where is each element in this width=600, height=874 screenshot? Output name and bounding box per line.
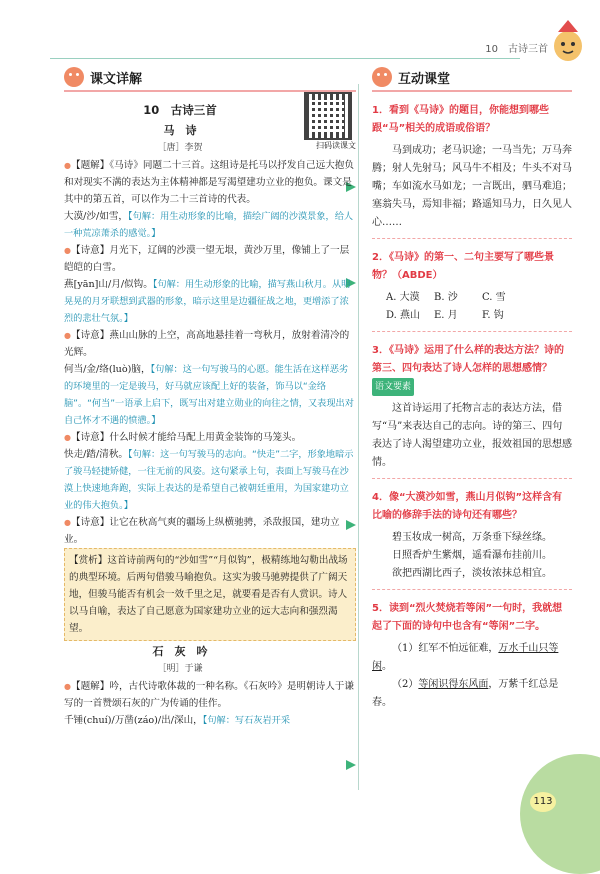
question-1: 1．看到《马诗》的题目，你能想到哪些跟“马”相关的成语或俗语？: [372, 105, 549, 134]
answer-4-line: 碧玉妆成一树高，万条垂下绿丝绦。: [392, 532, 552, 543]
poem-line: 千锤(chuí)/万凿(záo)/出/深山，【句解：写石灰岩开采: [64, 715, 291, 726]
answer-4-line: 日照香炉生紫烟，遥看瀑布挂前川。: [392, 550, 552, 561]
answer-1: 马到成功；老马识途；一马当先；万马奔腾；射人先射马；风马牛不相及；牛头不对马嘴；车如流水马如龙；一言既出，驷马难追；塞翁失马，焉知非福；路遥知马力，日久见人心……: [372, 145, 572, 228]
skill-badge: 语文要素: [372, 378, 414, 396]
line-meaning: ●【诗意】什么时候才能给马配上用黄金装饰的马笼头。: [64, 432, 302, 443]
question-5: 5．读到“烈火焚烧若等闲”一句时，我就想起了下面的诗句中也含有“等闲”二字。: [372, 603, 563, 632]
poem-author: ［唐］李贺: [157, 143, 203, 153]
section-heading: [64, 64, 356, 92]
line-meaning: ●【诗意】燕山山脉的上空，高高地悬挂着一弯秋月，放射着清冷的光辉。: [64, 330, 350, 358]
answer-5-line: （2）等闲识得东风面，万紫千红总是春。: [372, 679, 559, 708]
section-title: 课文详解: [90, 71, 143, 87]
qr-label: 扫码读课文: [316, 141, 356, 150]
question-4: 4．像“大漠沙如雪，燕山月似钩”这样含有比喻的修辞手法的诗句还有哪些？: [372, 492, 563, 521]
poem-line: 快走/踏/清秋。【句解：这一句写骏马的志向。“快走”二字，形象地暗示了骏马轻捷矫健，一往无前的风姿。这句紧承上句，表面上写骏马在沙漠上快速地奔跑，实际上表达的是希望自己被朝廷重用，为国家建功立业的伟大抱负。】: [64, 449, 354, 511]
title-explanation: ●【题解】吟，古代诗歌体裁的一种名称。《石灰吟》是明朝诗人于谦写的一首赞颂石灰的广为传诵的佳作。: [64, 681, 354, 709]
answer-4-line: 欲把西湖比西子，淡妆浓抹总相宜。: [392, 568, 552, 579]
lesson-detail-column: [64, 64, 356, 729]
poem-line: 大漠/沙/如雪，【句解：用生动形象的比喻，描绘广阔的沙漠景象，给人一种荒凉萧杀的感觉。】: [64, 211, 354, 239]
poem-title: 石 灰 吟: [152, 645, 208, 658]
divider: [372, 331, 572, 332]
question-2: 2．《马诗》的第一、二句主要写了哪些景物？（ABDE）: [372, 252, 554, 281]
face-icon: [64, 67, 84, 87]
poem-title: 马 诗: [163, 124, 197, 137]
interactive-class-column: [372, 64, 572, 712]
answer-3: 这首诗运用了托物言志的表达方法，借写“马”来表达自己的志向。诗的第三、四句表达了诗人渴望建功立业，报效祖国的思想感情。: [372, 403, 572, 468]
lesson-title: 10 古诗三首: [143, 103, 217, 117]
face-icon: [372, 67, 392, 87]
line-meaning: ●【诗意】月光下，辽阔的沙漠一望无垠，黄沙万里，像铺上了一层皑皑的白雪。: [64, 245, 350, 273]
header-rule: [50, 58, 520, 59]
poem-line: 燕[yān]山/月/似钩。【句解：用生动形象的比喻，描写燕山秋月。从明晃晃的月牙联想到武器的形象，暗示这里是边疆征战之地，更增添了浓烈的悲壮气氛。】: [64, 279, 351, 324]
poem-line: 何当/金/络(luò)脑，【句解：这一句写骏马的心愿。能生活在这样恶劣的环境里的一定是骏马，好马就应该配上好的装备，饰马以“金络脑”。“何当”一语承上启下，既写出对建立勋业的向往之情，又表现出对自己怀才不遇的愤懑。】: [64, 364, 354, 426]
divider: [372, 238, 572, 239]
arrow-icon: [346, 760, 356, 770]
section-heading: [372, 64, 572, 92]
divider: [372, 478, 572, 479]
chapter-header: 10 古诗三首: [485, 44, 548, 55]
line-meaning: ●【诗意】让它在秋高气爽的疆场上纵横驰骋，杀敌报国，建功立业。: [64, 517, 340, 545]
mascot-icon: [548, 18, 588, 64]
qr-code[interactable]: [304, 92, 352, 140]
section-title: 互动课堂: [398, 71, 451, 87]
answer-5-line: （1）红军不怕远征难，万水千山只等闲。: [372, 643, 559, 672]
page-number: 113: [530, 792, 556, 812]
title-explanation: ●【题解】《马诗》同题二十三首。这组诗是托马以抒发自己远大抱负和对现实不满的表达为主体精神都是写渴望建功立业的抱负。课文是其中的第五首，可以作为二十三首诗的代表。: [64, 160, 354, 205]
appreciation-box: 【赏析】这首诗前两句的“沙如雪”“月似钩”，极精练地勾勒出战场的典型环境。后两句借骏马喻抱负。这实为骏马驰骋提供了广阔天地，但骏马能否有机会一效千里之足，就要看是否有人赏识。诗人以马自喻，表达了自己愿意为国家建功立业的远大志向和强烈渴望。: [64, 548, 356, 641]
divider: [372, 589, 572, 590]
options: A. 大漠 B. 沙 C. 雪 D. 燕山 E. 月 F. 钩: [386, 292, 506, 321]
corner-decoration: [520, 754, 600, 874]
question-3: 3．《马诗》运用了什么样的表达方法？诗的第三、四句表达了诗人怎样的思想感情？ 语文要素: [372, 342, 572, 396]
column-divider: [358, 84, 359, 790]
poem-author: ［明］于谦: [157, 664, 203, 674]
